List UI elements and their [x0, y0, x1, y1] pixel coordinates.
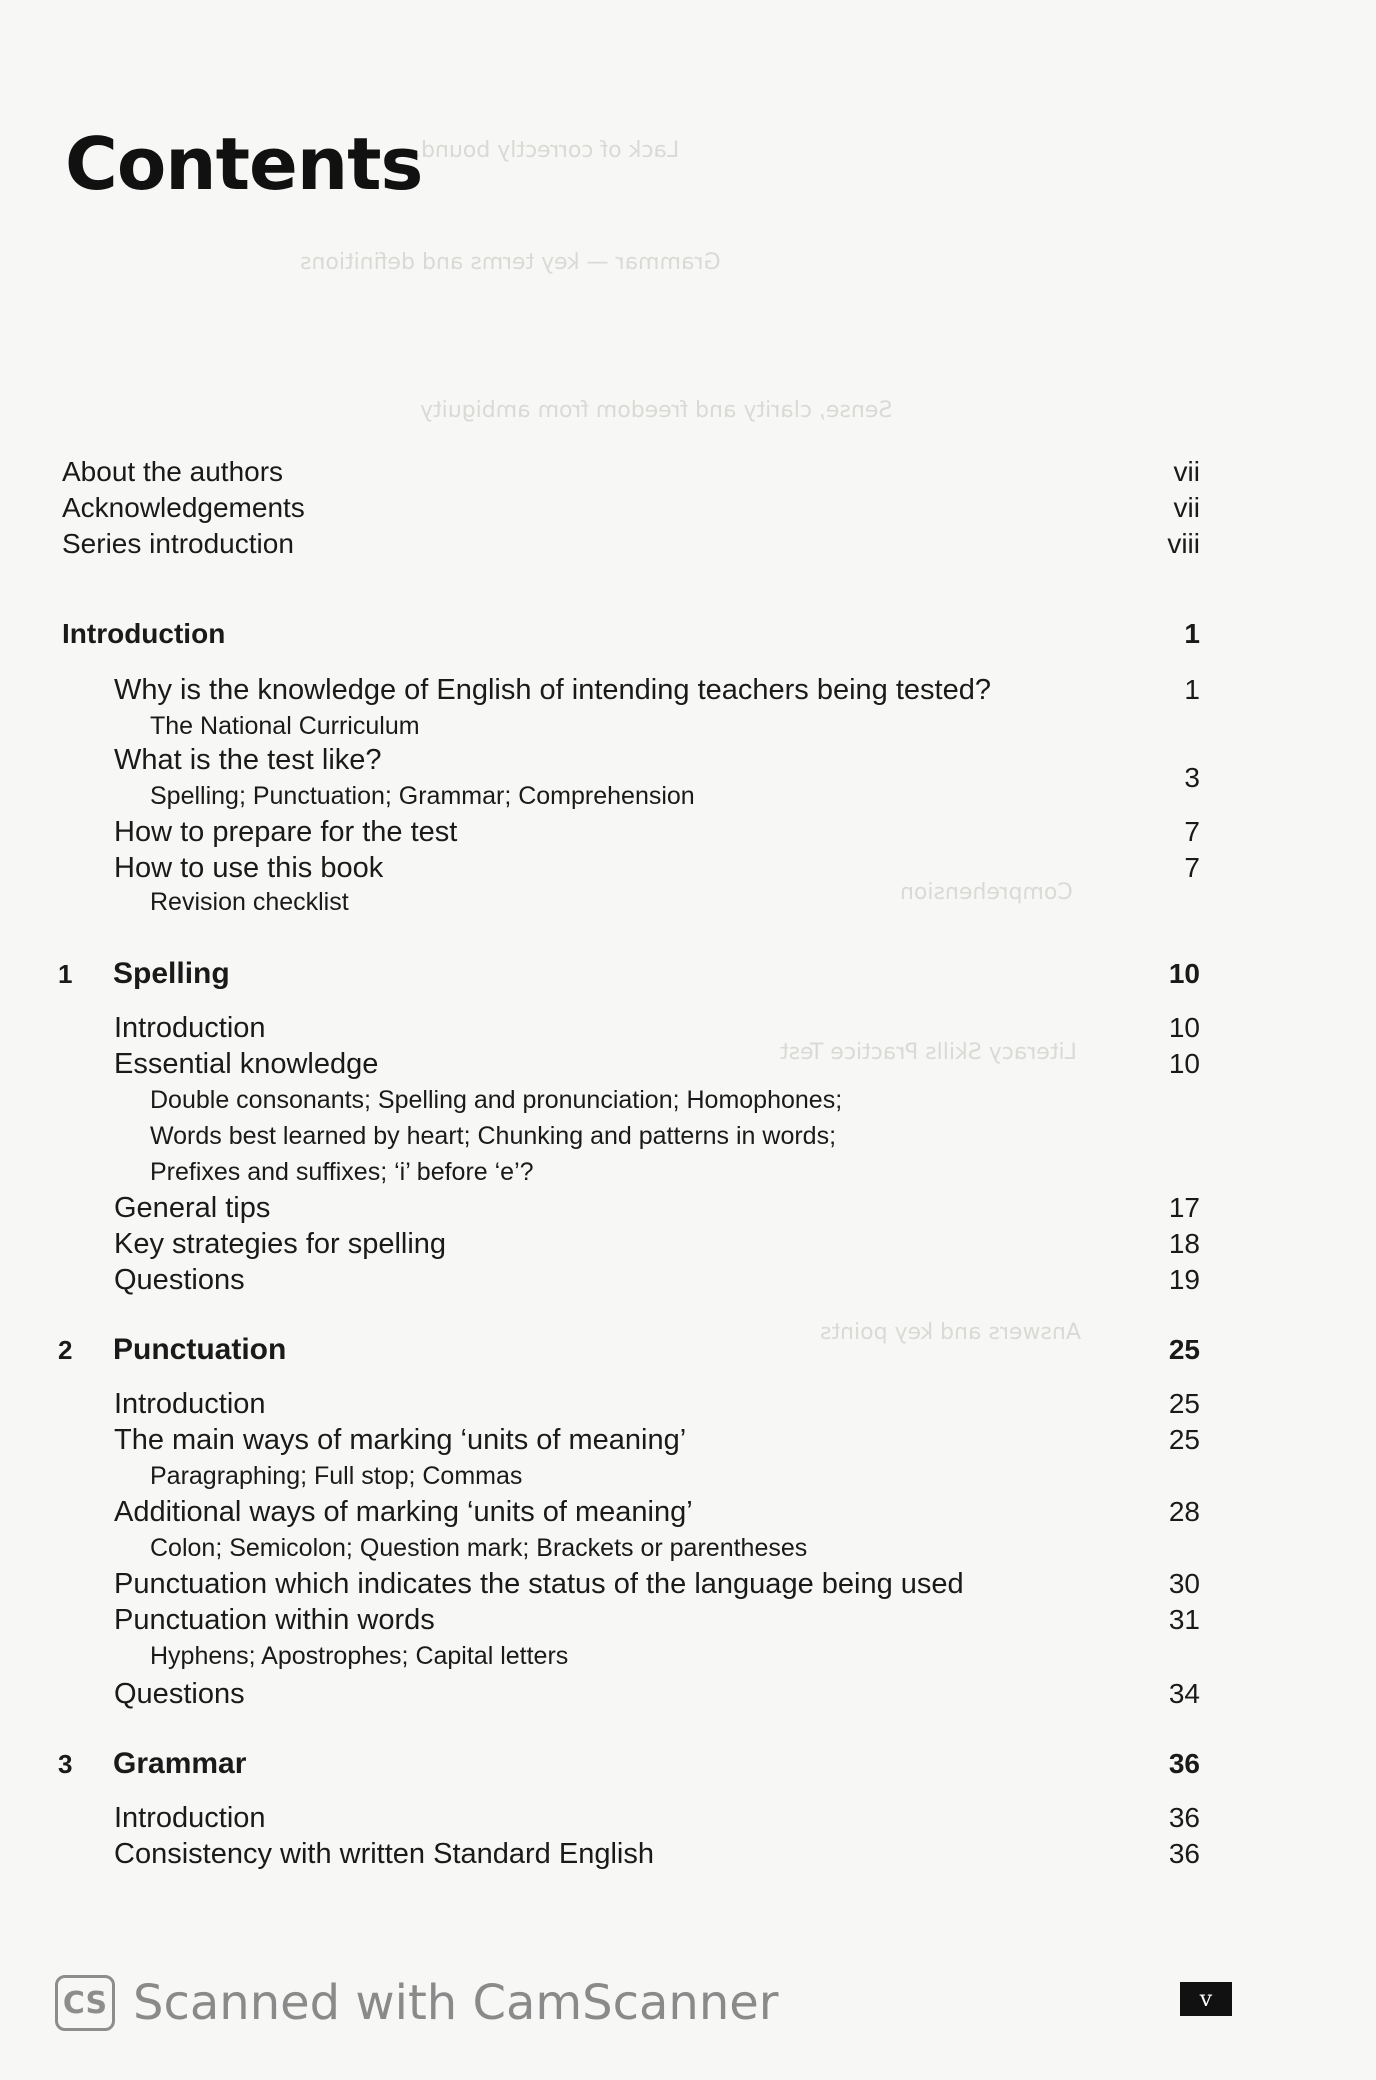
show-through-text: Literacy Skills Practice Test: [780, 1040, 1077, 1065]
toc-entry-title: Spelling: [113, 957, 230, 990]
toc-page-number: 30: [1168, 1568, 1200, 1599]
toc-page-number: 31: [1168, 1604, 1200, 1635]
toc-entry-title: Punctuation which indicates the status of the language being used: [114, 1568, 964, 1600]
toc-entry: [0, 1600, 1376, 1640]
chapter-number: 1: [58, 959, 73, 989]
toc-page-number: 17: [1168, 1192, 1200, 1223]
toc-entry-title: Consistency with written Standard English: [114, 1838, 654, 1870]
toc-entry-title: The main ways of marking ‘units of meaning’: [114, 1424, 687, 1456]
toc-entry: [0, 812, 1376, 852]
chapter-number: 3: [58, 1749, 73, 1779]
toc-entry: [0, 1080, 1376, 1120]
toc-page-number: 25: [1168, 1388, 1200, 1419]
toc-page-number: 19: [1168, 1264, 1200, 1295]
toc-entry: [0, 670, 1376, 710]
toc-entry: [0, 1260, 1376, 1300]
toc-page-number: vii: [1173, 492, 1200, 523]
toc-entry: [0, 1492, 1376, 1532]
toc-entry-title: Punctuation within words: [114, 1604, 435, 1636]
toc-entry-title: Paragraphing; Full stop; Commas: [150, 1462, 523, 1490]
toc-entry: [0, 1044, 1376, 1084]
toc-entry: [0, 1636, 1376, 1676]
toc-page-number: vii: [1173, 456, 1200, 487]
toc-entry: [0, 1564, 1376, 1604]
toc-entry: [0, 758, 1376, 798]
page-number: v: [1180, 1982, 1232, 2016]
page-title: Contents: [65, 122, 423, 206]
toc-page-number: 36: [1168, 1748, 1200, 1779]
toc-entry-title: The National Curriculum: [150, 712, 420, 740]
toc-entry: [0, 524, 1376, 564]
toc-entry-title: Introduction: [114, 1388, 266, 1420]
toc-entry-title: How to use this book: [114, 852, 384, 884]
toc-entry-title: About the authors: [62, 456, 284, 487]
toc-entry: [0, 1798, 1376, 1838]
toc-page-number: 18: [1168, 1228, 1200, 1259]
scanner-watermark: [55, 1968, 779, 2038]
toc-page-number: 36: [1168, 1838, 1200, 1869]
toc-page-number: 10: [1168, 958, 1200, 989]
toc-entry-title: Why is the knowledge of English of intending teachers being tested?: [114, 674, 991, 706]
show-through-text: Lack of correctly bound...: [400, 138, 680, 163]
toc-page-number: 3: [1184, 762, 1200, 793]
toc-entry-title: General tips: [114, 1192, 271, 1224]
show-through-text: Answers and key points: [820, 1320, 1081, 1345]
toc-page-number: 7: [1184, 816, 1200, 847]
toc-entry-title: Questions: [114, 1678, 245, 1710]
toc-page-number: viii: [1167, 528, 1200, 559]
toc-entry-title: Prefixes and suffixes; ‘i’ before ‘e’?: [150, 1158, 534, 1186]
toc-entry-title: Grammar: [113, 1747, 247, 1780]
toc-page-number: 10: [1168, 1012, 1200, 1043]
toc-entry: [0, 1008, 1376, 1048]
toc-entry: [0, 1744, 1376, 1784]
toc-entry: [0, 1420, 1376, 1460]
show-through-text: Sense, clarity and freedom from ambiguity: [420, 398, 893, 423]
toc-entry: [0, 1384, 1376, 1424]
toc-entry: [0, 1330, 1376, 1370]
toc-entry: [0, 954, 1376, 994]
toc-entry: [0, 1834, 1376, 1874]
toc-entry: [0, 614, 1376, 654]
toc-entry-title: Acknowledgements: [62, 492, 305, 523]
chapter-number: 2: [58, 1335, 73, 1365]
toc-entry-title: Words best learned by heart; Chunking and patterns in words;: [150, 1122, 837, 1150]
toc-entry-title: Revision checklist: [150, 888, 349, 916]
toc-entry-title: Questions: [114, 1264, 245, 1296]
toc-entry-title: Colon; Semicolon; Question mark; Brackets or parentheses: [150, 1534, 808, 1562]
toc-entry: [0, 882, 1376, 922]
toc-entry-title: Introduction: [62, 618, 226, 649]
toc-entry: [0, 1116, 1376, 1156]
toc-page-number: 7: [1184, 852, 1200, 883]
toc-entry: [0, 1224, 1376, 1264]
toc-page-number: 25: [1168, 1334, 1200, 1365]
toc-page-number: 1: [1184, 674, 1200, 705]
toc-page-number: 25: [1168, 1424, 1200, 1455]
toc-entry: [0, 1188, 1376, 1228]
toc-entry-title: Double consonants; Spelling and pronunciation; Homophones;: [150, 1086, 843, 1114]
toc-page-number: 1: [1184, 618, 1200, 649]
toc-entry: [0, 488, 1376, 528]
toc-entry-title: Introduction: [114, 1012, 266, 1044]
toc-entry-title: Additional ways of marking ‘units of meaning’: [114, 1496, 693, 1528]
toc-page-number: 28: [1168, 1496, 1200, 1527]
toc-entry: [0, 1456, 1376, 1496]
toc-entry-title: Introduction: [114, 1802, 266, 1834]
toc-page-number: 34: [1168, 1678, 1200, 1709]
toc-entry-title: Series introduction: [62, 528, 294, 559]
toc-entry-title: How to prepare for the test: [114, 816, 458, 848]
toc-entry: [0, 452, 1376, 492]
toc-entry-title: Essential knowledge: [114, 1048, 379, 1080]
toc-entry-title: Spelling; Punctuation; Grammar; Comprehension: [150, 782, 695, 810]
toc-page-number: 36: [1168, 1802, 1200, 1833]
show-through-text: Grammar — key terms and definitions: [300, 250, 721, 275]
camscanner-text: Scanned with CamScanner: [133, 1975, 779, 2031]
toc-entry-title: What is the test like?: [114, 744, 382, 776]
toc-entry-title: Key strategies for spelling: [114, 1228, 447, 1260]
toc-entry: [0, 1152, 1376, 1192]
toc-entry-title: Punctuation: [113, 1333, 287, 1366]
toc-page-number: 10: [1168, 1048, 1200, 1079]
toc-entry-title: Hyphens; Apostrophes; Capital letters: [150, 1642, 569, 1670]
toc-entry: [0, 1674, 1376, 1714]
camscanner-logo-icon: CS: [55, 1975, 115, 2031]
show-through-text: Comprehension: [900, 880, 1073, 905]
toc-entry: [0, 1528, 1376, 1568]
